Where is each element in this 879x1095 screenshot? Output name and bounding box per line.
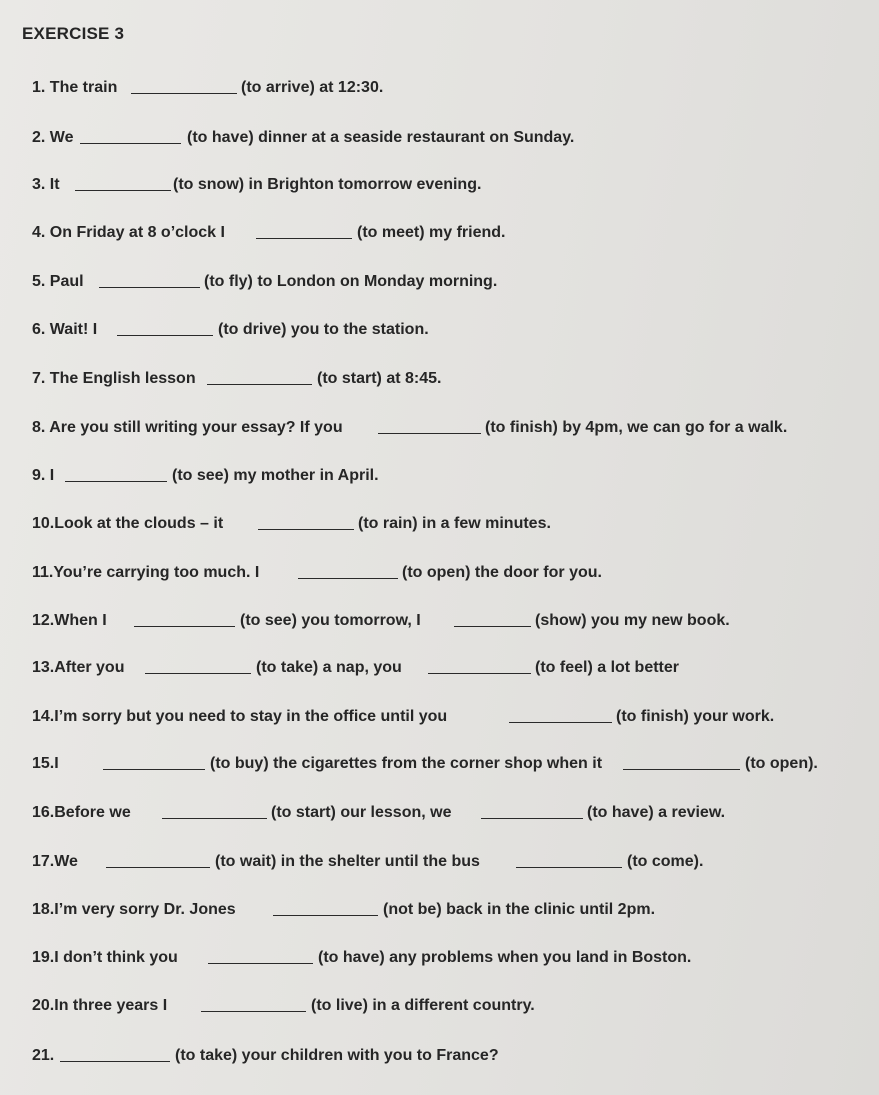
item-prompt: 11.You’re carrying too much. I — [32, 564, 260, 581]
item-prompt: 14.I’m sorry but you need to stay in the office until you — [32, 708, 448, 725]
item-hint: (to drive) you to the station. — [218, 321, 429, 338]
item-hint: (to come). — [627, 853, 704, 870]
item-prompt: 17.We — [32, 853, 78, 870]
answer-blank[interactable] — [60, 1061, 170, 1062]
answer-blank[interactable] — [509, 722, 612, 723]
item-hint: (to arrive) at 12:30. — [241, 79, 384, 96]
answer-blank[interactable] — [145, 673, 251, 674]
answer-blank[interactable] — [106, 867, 210, 868]
answer-blank[interactable] — [201, 1011, 306, 1012]
answer-blank[interactable] — [99, 287, 200, 288]
exercise-title: EXERCISE 3 — [22, 24, 125, 43]
item-prompt: 10.Look at the clouds – it — [32, 515, 224, 532]
item-hint: (to meet) my friend. — [357, 224, 506, 241]
item-prompt: 13.After you — [32, 659, 125, 676]
item-hint: (not be) back in the clinic until 2pm. — [383, 901, 656, 918]
answer-blank[interactable] — [298, 578, 398, 579]
item-prompt: 4. On Friday at 8 o’clock I — [32, 224, 225, 241]
answer-blank[interactable] — [103, 769, 205, 770]
answer-blank[interactable] — [454, 626, 531, 627]
answer-blank[interactable] — [258, 529, 354, 530]
item-hint: (to open). — [745, 755, 818, 772]
answer-blank[interactable] — [428, 673, 531, 674]
item-hint: (to rain) in a few minutes. — [358, 515, 551, 532]
answer-blank[interactable] — [162, 818, 267, 819]
item-prompt: 12.When I — [32, 612, 107, 629]
item-prompt: 18.I’m very sorry Dr. Jones — [32, 901, 236, 918]
item-prompt: 5. Paul — [32, 273, 84, 290]
answer-blank[interactable] — [273, 915, 378, 916]
answer-blank[interactable] — [131, 93, 237, 94]
item-hint: (to snow) in Brighton tomorrow evening. — [173, 176, 482, 193]
item-prompt: 15.I — [32, 755, 59, 772]
item-hint: (to feel) a lot better — [535, 659, 680, 676]
item-prompt: 19.I don’t think you — [32, 949, 178, 966]
item-prompt: 21. — [32, 1047, 55, 1064]
answer-blank[interactable] — [378, 433, 481, 434]
item-hint: (to take) your children with you to France? — [175, 1047, 499, 1064]
item-hint: (to have) dinner at a seaside restaurant on Sunday. — [187, 129, 575, 146]
item-prompt: 2. We — [32, 129, 74, 146]
item-hint: (to have) a review. — [587, 804, 726, 821]
item-hint: (to live) in a different country. — [311, 997, 535, 1014]
item-prompt: 8. Are you still writing your essay? If you — [32, 419, 343, 436]
item-hint: (to see) you tomorrow, I — [240, 612, 421, 629]
item-hint: (to start) at 8:45. — [317, 370, 442, 387]
item-prompt: 6. Wait! I — [32, 321, 98, 338]
answer-blank[interactable] — [208, 963, 313, 964]
item-hint: (to wait) in the shelter until the bus — [215, 853, 480, 870]
answer-blank[interactable] — [75, 190, 171, 191]
item-prompt: 3. It — [32, 176, 60, 193]
item-hint: (to start) our lesson, we — [271, 804, 452, 821]
item-prompt: 16.Before we — [32, 804, 131, 821]
answer-blank[interactable] — [207, 384, 312, 385]
answer-blank[interactable] — [623, 769, 740, 770]
answer-blank[interactable] — [134, 626, 235, 627]
answer-blank[interactable] — [65, 481, 167, 482]
answer-blank[interactable] — [80, 143, 181, 144]
item-hint: (to buy) the cigarettes from the corner shop when it — [210, 755, 603, 772]
item-hint: (to have) any problems when you land in Boston. — [318, 949, 692, 966]
item-hint: (to fly) to London on Monday morning. — [204, 273, 498, 290]
answer-blank[interactable] — [117, 335, 213, 336]
item-hint: (to open) the door for you. — [402, 564, 602, 581]
answer-blank[interactable] — [256, 238, 352, 239]
item-prompt: 7. The English lesson — [32, 370, 196, 387]
item-hint: (show) you my new book. — [535, 612, 730, 629]
item-hint: (to take) a nap, you — [256, 659, 402, 676]
answer-blank[interactable] — [516, 867, 622, 868]
item-hint: (to finish) by 4pm, we can go for a walk. — [485, 419, 788, 436]
item-prompt: 9. I — [32, 467, 55, 484]
item-hint: (to finish) your work. — [616, 708, 775, 725]
item-hint: (to see) my mother in April. — [172, 467, 379, 484]
item-prompt: 20.In three years I — [32, 997, 168, 1014]
item-prompt: 1. The train — [32, 79, 118, 96]
answer-blank[interactable] — [481, 818, 583, 819]
